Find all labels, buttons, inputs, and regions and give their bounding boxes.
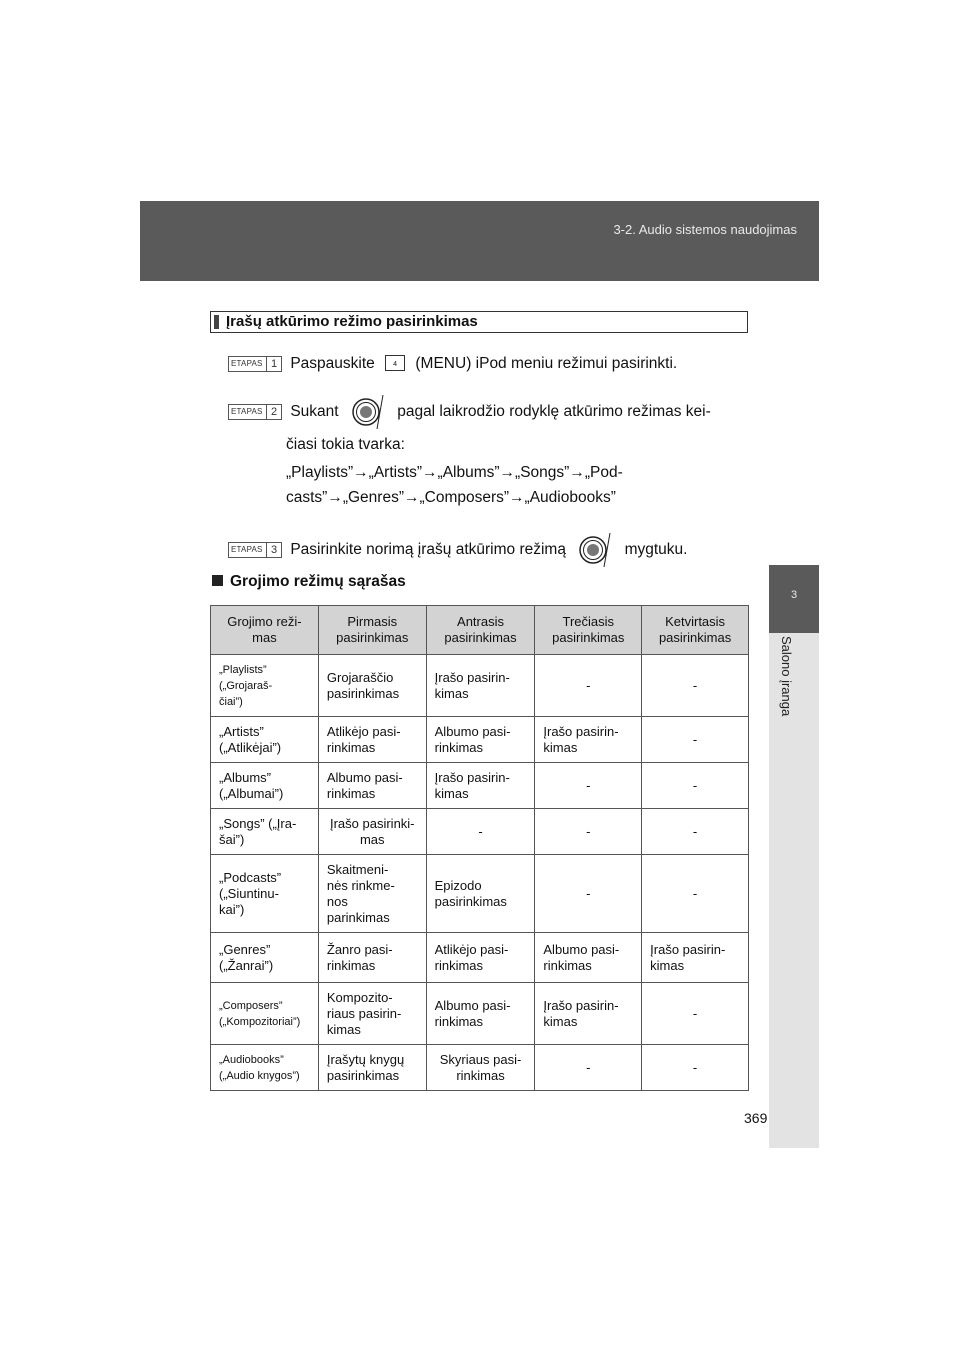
section-title: 3-2. Audio sistemos naudojimas — [613, 222, 797, 237]
chapter-number: 3 — [790, 589, 798, 601]
table-cell: „Playlists” („Grojaraš- čiai”) — [211, 655, 319, 717]
table-header-cell: Pirmasis pasirinkimas — [318, 606, 426, 655]
table-cell: - — [642, 763, 749, 809]
table-cell: Albumo pasi- rinkimas — [426, 717, 535, 763]
table-header-cell: Grojimo reži- mas — [211, 606, 319, 655]
table-cell: Įrašo pasirin- kimas — [535, 983, 642, 1045]
table-header-row — [211, 606, 749, 655]
table-cell: - — [535, 1045, 642, 1091]
step-text: Sukant — [290, 403, 339, 421]
table-cell: Epizodo pasirinkimas — [426, 855, 535, 933]
table-row — [211, 855, 749, 933]
step-text: (MENU) iPod meniu režimui pasirinkti. — [415, 355, 678, 372]
subheading-text: Grojimo režimų sąrašas — [230, 573, 406, 590]
table-row — [211, 1045, 749, 1091]
step-badge — [228, 404, 282, 420]
page-number: 369 — [744, 1110, 768, 1126]
table-cell: - — [642, 983, 749, 1045]
tune-knob-icon — [351, 395, 385, 429]
table-cell: Grojaraščio pasirinkimas — [318, 655, 426, 717]
table-cell: - — [535, 763, 642, 809]
step-2-text-line3: „Playlists”→„Artists”→„Albums”→„Songs”→„Pod- — [286, 464, 623, 481]
table-cell: Albumo pasi- rinkimas — [318, 763, 426, 809]
step-badge-word: ETAPAS — [231, 407, 263, 416]
table-row — [211, 809, 749, 855]
step-1 — [228, 355, 677, 373]
table-cell: „Songs” („Įra- šai”) — [211, 809, 319, 855]
step-badge — [228, 542, 282, 558]
table-cell: „Podcasts” („Siuntinu- kai”) — [211, 855, 319, 933]
table-cell: - — [642, 855, 749, 933]
table-cell: Atlikėjo pasi- rinkimas — [426, 933, 535, 983]
table-row — [211, 763, 749, 809]
table-row — [211, 933, 749, 983]
table-cell: Skaitmeni- nės rinkme- nos parinkimas — [318, 855, 426, 933]
table-cell: - — [535, 855, 642, 933]
table-cell: Įrašytų knygų pasirinkimas — [318, 1045, 426, 1091]
table-cell: - — [642, 717, 749, 763]
step-badge — [228, 356, 282, 372]
table-cell: - — [535, 809, 642, 855]
table-cell: Albumo pasi- rinkimas — [426, 983, 535, 1045]
chapter-label: Salono įranga — [779, 636, 794, 717]
step-2-text-line4: casts”→„Genres”→„Composers”→„Audiobooks” — [286, 489, 616, 506]
table-cell: „Composers” („Kompozitoriai”) — [211, 983, 319, 1045]
play-modes-table — [210, 605, 749, 1091]
table-cell: Atlikėjo pasi- rinkimas — [318, 717, 426, 763]
step-2-text-line2: čiasi tokia tvarka: — [286, 436, 405, 453]
step-text: Paspauskite — [290, 355, 375, 372]
header-band — [140, 201, 819, 281]
table-cell: - — [426, 809, 535, 855]
table-header-cell: Trečiasis pasirinkimas — [535, 606, 642, 655]
table-cell: „Albums” („Albumai”) — [211, 763, 319, 809]
table-cell: Skyriaus pasi- rinkimas — [426, 1045, 535, 1091]
step-3 — [228, 533, 687, 567]
step-badge-number: 2 — [266, 405, 281, 419]
table-cell: - — [642, 809, 749, 855]
step-badge-word: ETAPAS — [231, 358, 263, 368]
table-cell: Įrašo pasirin- kimas — [426, 763, 535, 809]
step-text: pagal laikrodžio rodyklę atkūrimo režimas kei- — [397, 403, 711, 421]
square-bullet-icon — [212, 575, 223, 586]
table-cell: „Audiobooks” („Audio knygos”) — [211, 1045, 319, 1091]
table-cell: Įrašo pasirinki- mas — [318, 809, 426, 855]
table-cell: „Artists” („Atlikėjai”) — [211, 717, 319, 763]
tune-knob-icon — [578, 533, 612, 567]
menu-key-icon: 4 — [385, 355, 405, 371]
table-cell: „Genres” („Žanrai”) — [211, 933, 319, 983]
step-2 — [228, 395, 711, 429]
table-cell: - — [642, 655, 749, 717]
chapter-strip — [769, 633, 819, 1148]
section-heading: Įrašų atkūrimo režimo pasirinkimas — [210, 311, 748, 333]
step-badge-number: 3 — [266, 543, 281, 557]
table-header-cell: Ketvirtasis pasirinkimas — [642, 606, 749, 655]
table-cell: Įrašo pasirin- kimas — [535, 717, 642, 763]
table-cell: Įrašo pasirin- kimas — [426, 655, 535, 717]
step-badge-word: ETAPAS — [231, 545, 263, 554]
step-text: Pasirinkite norimą įrašų atkūrimo režimą — [290, 541, 566, 559]
step-text: mygtuku. — [624, 541, 688, 559]
table-cell: - — [535, 655, 642, 717]
table-cell: Įrašo pasirin- kimas — [642, 933, 749, 983]
table-cell: Kompozito- riaus pasirin- kimas — [318, 983, 426, 1045]
subheading — [212, 573, 406, 591]
table-row — [211, 983, 749, 1045]
chapter-tab — [769, 565, 819, 633]
table-row — [211, 655, 749, 717]
table-cell: Žanro pasi- rinkimas — [318, 933, 426, 983]
step-badge-number: 1 — [266, 357, 281, 371]
table-header-cell: Antrasis pasirinkimas — [426, 606, 535, 655]
table-row — [211, 717, 749, 763]
table-cell: - — [642, 1045, 749, 1091]
table-cell: Albumo pasi- rinkimas — [535, 933, 642, 983]
